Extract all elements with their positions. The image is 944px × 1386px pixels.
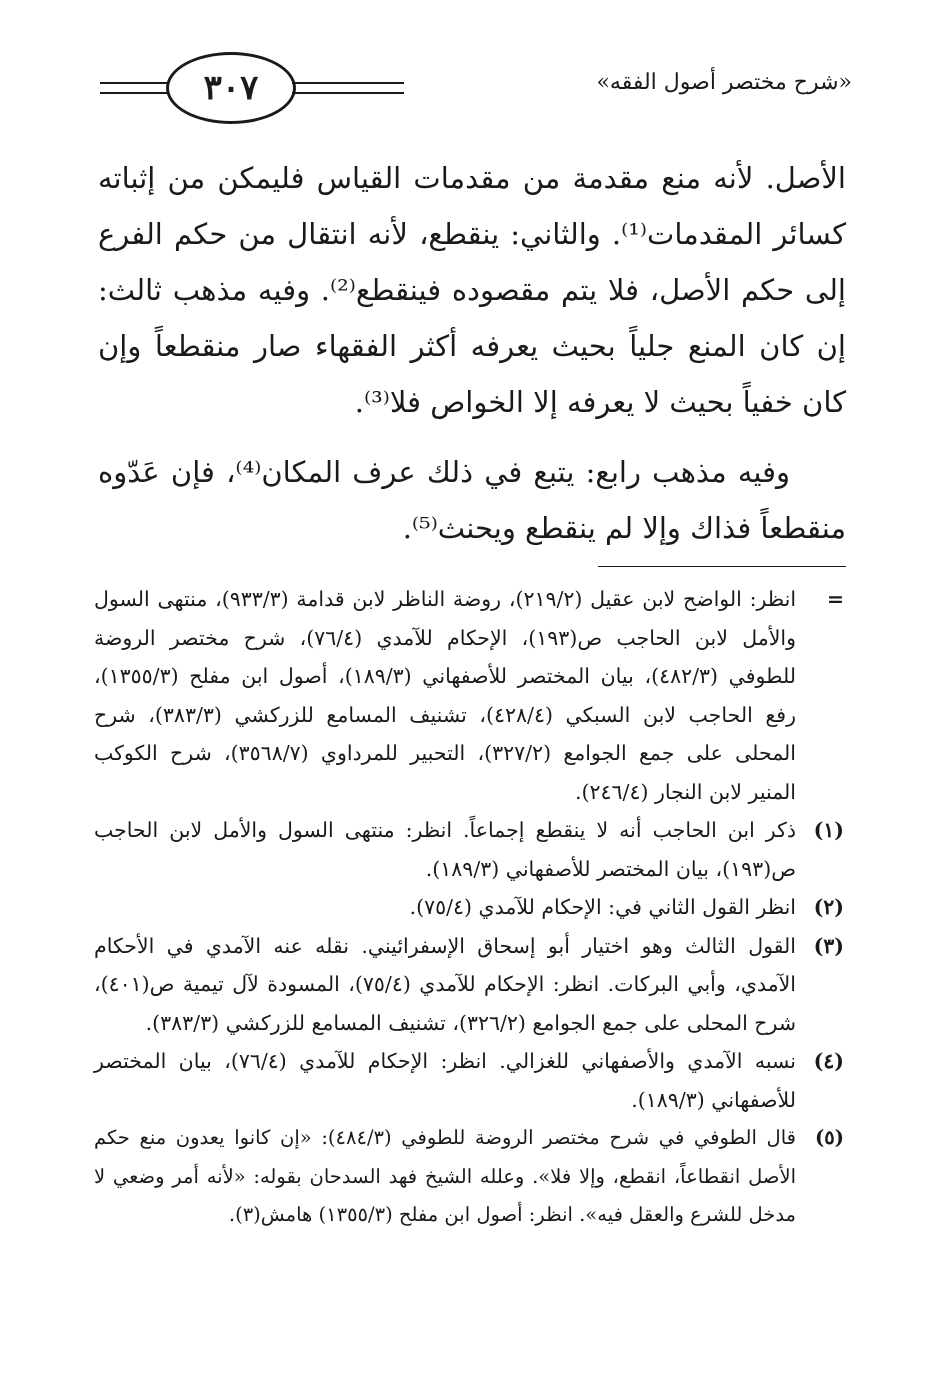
footnote-marker: (١)	[813, 818, 844, 842]
footnote-marker: =	[826, 587, 844, 611]
footnotes	[94, 580, 846, 1235]
main-paragraph: وفيه مذهب رابع: يتبع في ذلك عرف المكان⁽⁴⁾، فإن عَدّوه منقطعاً فذاك وإلا لم ينقطع ويحنث⁽⁵⁾.	[98, 455, 846, 545]
footnote-text: ذكر ابن الحاجب أنه لا ينقطع إجماعاً. انظر: منتهى السول والأمل لابن الحاجب ص(١٩٣)، بيان المختصر للأصفهاني (١٨٩/٣).	[94, 818, 796, 881]
footnote-marker: (٤)	[813, 1049, 844, 1073]
footnote-5	[94, 1119, 846, 1235]
footnote-text: انظر القول الثاني في: الإحكام للآمدي (٧٥/٤).	[409, 895, 796, 919]
footnote-separator	[598, 566, 846, 567]
footnote-text: قال الطوفي في شرح مختصر الروضة للطوفي (٤٨٤/٣): «إن كانوا يعدون منع حكم الأصل انقطاعاً، انقطع، وإلا فلا». وعلله الشيخ فهد السدحان بقوله: «لأنه أمر وضعي لا مدخل للشرع والعقل فيه». انظر: أصول ابن مفلح (١٣٥٥/٣) هامش(٣).	[94, 1126, 796, 1226]
footnote-1	[94, 811, 846, 888]
footnote-3	[94, 927, 846, 1043]
running-title: «شرح مختصر أصول الفقه»	[596, 70, 852, 95]
footnote-marker: (٢)	[813, 895, 844, 919]
footnote-text: نسبه الآمدي والأصفهاني للغزالي. انظر: الإحكام للآمدي (٧٦/٤)، بيان المختصر للأصفهاني (١٨٩/٣).	[94, 1049, 796, 1112]
footnote-continued	[94, 580, 846, 811]
footnote-marker: (٣)	[813, 933, 844, 958]
page-number: ٣٠٧	[166, 52, 296, 124]
main-text	[98, 150, 846, 556]
footnote-text: القول الثالث وهو اختيار أبو إسحاق الإسفرائيني. نقله عنه الآمدي في الأحكام الآمدي، وأبي البركات. انظر: الإحكام للآمدي (٧٥/٤)، المسودة لآل تيمية ص(٤٠١)، شرح المحلى على جمع الجوامع (٣٢٦/٢)، تشنيف المسامع للزركشي (٣٨٣/٣).	[94, 933, 796, 1035]
footnote-marker: (٥)	[815, 1126, 844, 1149]
header-double-rule	[100, 82, 168, 94]
footnote-text: انظر: الواضح لابن عقيل (٢١٩/٢)، روضة الناظر لابن قدامة (٩٣٣/٣)، منتهى السول والأمل لابن الحاجب ص(١٩٣)، الإحكام للآمدي (٧٦/٤)، شرح مختصر الروضة للطوفي (٤٨٢/٣)، بيان المختصر للأصفهاني (١٨٩/٣)، أصول ابن مفلح (١٣٥٥/٣)، رفع الحاجب لابن السبكي (٤٢٨/٤)، تشنيف المسامع للزركشي (٣٨٣/٣)، شرح المحلى على جمع الجوامع (٣٢٧/٢)، التحبير للمرداوي (٣٥٦٨/٧)، شرح الكوكب المنير لابن النجار (٢٤٦/٤).	[94, 587, 797, 804]
main-paragraph: الأصل. لأنه منع مقدمة من مقدمات القياس فليمكن من إثباته كسائر المقدمات⁽¹⁾. والثاني: ينقطع، لأنه انتقال من حكم الفرع إلى حكم الأصل، فلا يتم مقصوده فينقطع⁽²⁾. وفيه مذهب ثالث: إن كان المنع جلياً بحيث يعرفه أكثر الفقهاء صار منقطعاً وإن كان خفياً بحيث لا يعرفه إلا الخواص فلا⁽³⁾.	[98, 161, 846, 419]
header-double-rule	[292, 82, 404, 94]
page-header	[100, 52, 852, 128]
footnote-4	[94, 1042, 846, 1119]
footnote-2	[94, 888, 846, 927]
